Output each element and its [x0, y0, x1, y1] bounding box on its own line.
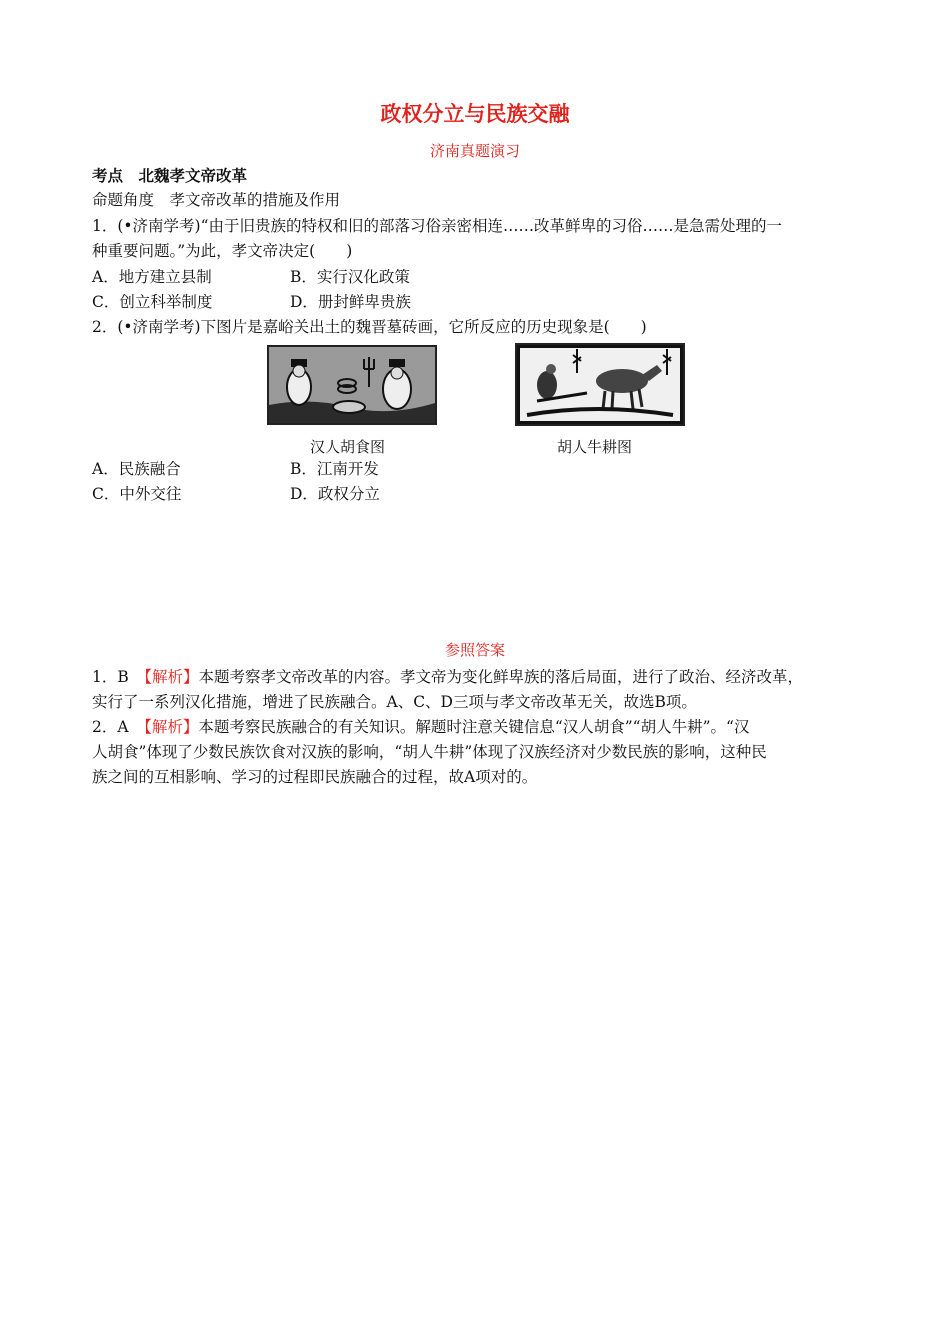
answer-2-line2: 人胡食”体现了少数民族饮食对汉族的影响，“胡人牛耕”体现了汉族经济对少数民族的影响，这种民 [92, 743, 767, 761]
q1-stem-line2: 种重要问题。”为此，孝文帝决定( ) [92, 242, 353, 260]
section-heading: 考点 北魏孝文帝改革 [92, 167, 248, 185]
q1-option-a: A．地方建立县制 [92, 268, 212, 286]
q1-stem-line1: 1．(•济南学考)“由于旧贵族的特权和旧的部落习俗亲密相连……改革鲜卑的习俗……是急需处理的一 [92, 217, 783, 235]
q1-option-c: C．创立科举制度 [92, 293, 213, 311]
q2-option-a: A．民族融合 [92, 460, 181, 478]
caption-hu-ploughing: 胡人牛耕图 [557, 438, 633, 456]
q2-option-c: C．中外交往 [92, 485, 182, 503]
answer-2-line1 [92, 716, 749, 738]
answer-2-line3: 族之间的互相影响、学习的过程即民族融合的过程，故A项对的。 [92, 768, 538, 786]
q1-option-d: D．册封鲜卑贵族 [290, 293, 411, 311]
answer-2-tag: 【解析】 [144, 718, 199, 736]
page-title: 政权分立与民族交融 [380, 102, 570, 126]
answer-1-line1 [92, 666, 803, 688]
hu-ploughing-brick-painting [515, 343, 685, 426]
answer-1-text: 本题考察孝文帝改革的内容。孝文帝为变化鲜卑族的落后局面，进行了政治、经济改革， [198, 668, 804, 686]
answer-2-text: 本题考察民族融合的有关知识。解题时注意关键信息“汉人胡食”“胡人牛耕”。“汉 [198, 718, 750, 736]
answers-heading: 参照答案 [444, 641, 505, 659]
answer-1-line2: 实行了一系列汉化措施，增进了民族融合。A、C、D三项与孝文帝改革无关，故选B项。 [92, 693, 697, 711]
topic-angle: 命题角度 孝文帝改革的措施及作用 [92, 191, 341, 209]
page-subtitle: 济南真题演习 [429, 142, 520, 160]
answer-1-key: 1．B [92, 668, 145, 686]
han-eating-brick-painting [267, 345, 437, 425]
q2-option-b: B．江南开发 [290, 460, 379, 478]
q1-option-b: B．实行汉化政策 [290, 268, 410, 286]
answer-2-key: 2．A [92, 718, 145, 736]
q2-stem: 2．(•济南学考)下图片是嘉峪关出土的魏晋墓砖画，它所反应的历史现象是( ) [92, 318, 647, 336]
caption-han-eating: 汉人胡食图 [310, 438, 386, 456]
answer-1-tag: 【解析】 [144, 668, 199, 686]
q2-option-d: D．政权分立 [290, 485, 380, 503]
